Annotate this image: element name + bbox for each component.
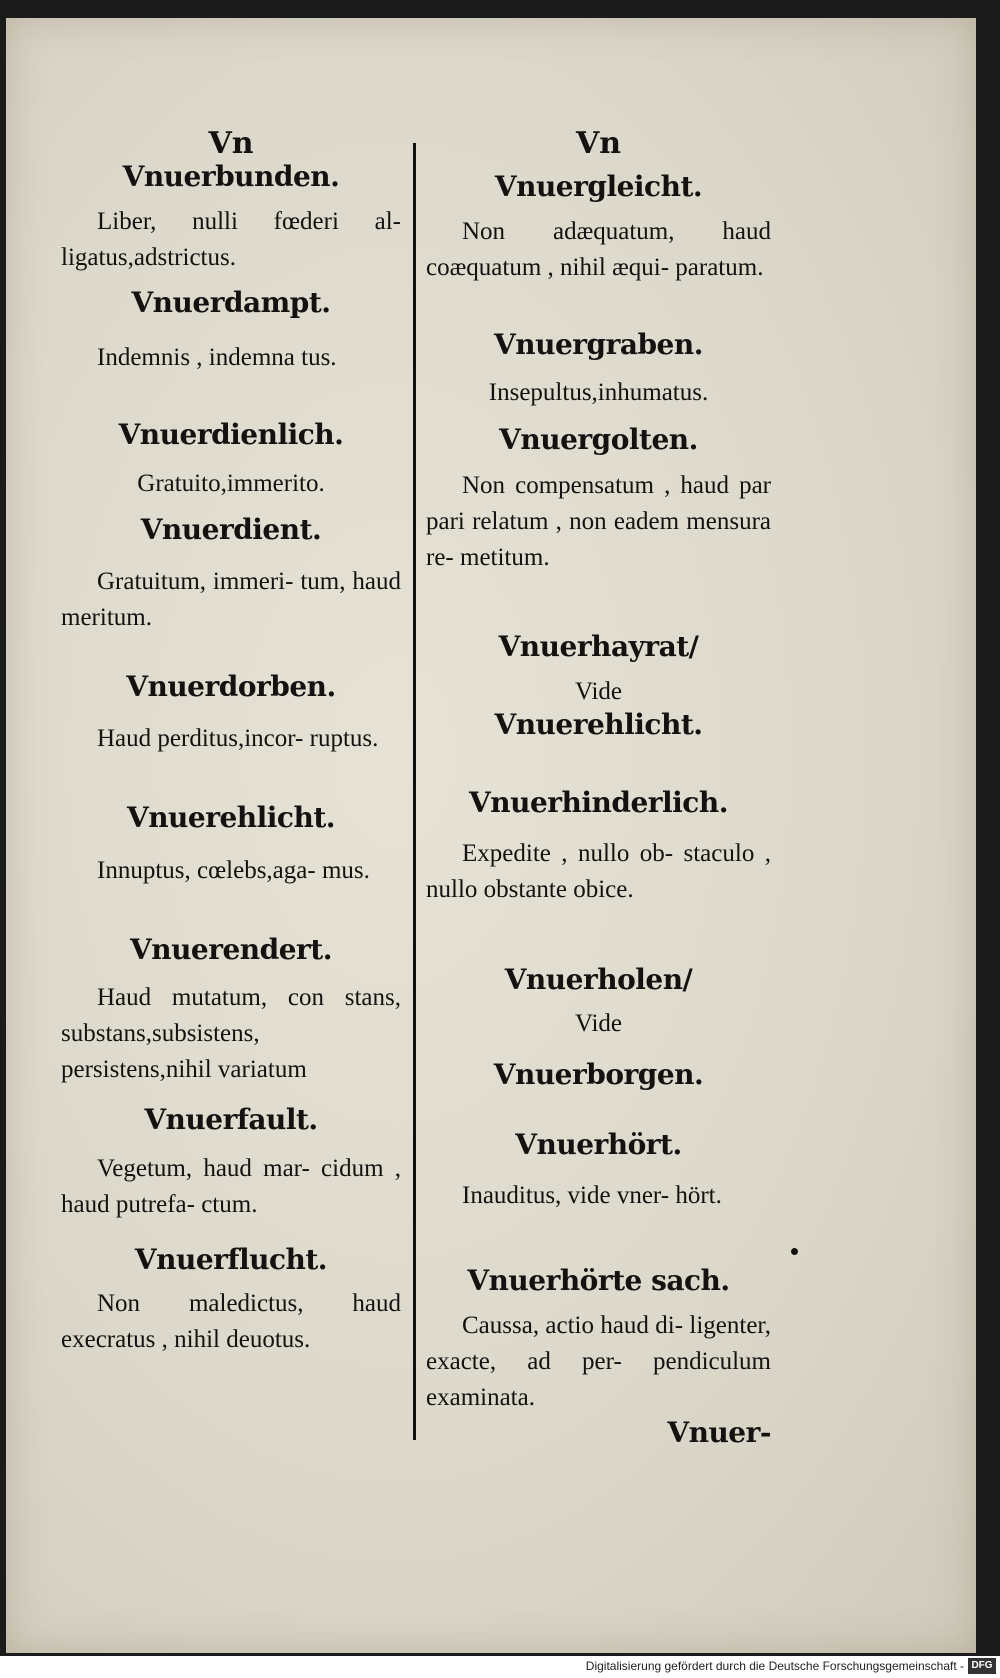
definition: Indemnis , indemna tus. <box>97 344 337 371</box>
headword: Vnuerdampt. <box>131 286 331 319</box>
headword: Vnuerfault. <box>144 1103 318 1136</box>
headword: Vnuerdorben. <box>126 670 336 703</box>
definition: Non maledictus, haud execratus , nihil deuotus. <box>61 1290 401 1353</box>
right-running-header: Vn <box>575 126 622 161</box>
digitization-footer <box>0 1656 1000 1678</box>
definition: Vegetum, haud mar- cidum , haud putrefa- ctum. <box>61 1155 401 1218</box>
headword: Vnuerbunden. <box>122 160 340 193</box>
definition: Haud mutatum, con stans, substans,subsistens, persistens,nihil variatum <box>61 984 401 1083</box>
cross-reference-vide: Vide <box>574 678 623 705</box>
book-page <box>6 18 976 1653</box>
headword: Vnuergolten. <box>499 423 698 456</box>
headword: Vnuergraben. <box>494 328 703 361</box>
cross-reference-vide: Vide <box>574 1010 623 1037</box>
definition: Liber, nulli fœderi al- ligatus,adstrictus. <box>61 208 401 271</box>
left-running-header: Vn <box>208 126 254 161</box>
footer-credit: Digitalisierung gefördert durch die Deutsche Forschungsgemeinschaft - <box>585 1659 964 1673</box>
headword: Vnuerhörte sach. <box>467 1264 730 1297</box>
headword: Vnuergleicht. <box>494 170 703 203</box>
ink-spot <box>791 1248 798 1255</box>
definition: Caussa, actio haud di- ligenter, exacte, ad per- pendiculum examinata. <box>426 1312 771 1411</box>
definition: Haud perditus,incor- ruptus. <box>97 725 379 752</box>
definition: Gratuitum, immeri- tum, haud meritum. <box>61 568 401 631</box>
headword: Vnuerflucht. <box>134 1243 328 1276</box>
definition: Non compensatum , haud par pari relatum , non eadem mensura re- metitum. <box>426 472 771 571</box>
definition: Inauditus, vide vner- hört. <box>462 1182 722 1209</box>
headword: Vnuerehlicht. <box>126 801 336 834</box>
cross-reference-headword: Vnuerehlicht. <box>494 708 703 741</box>
headword: Vnuerendert. <box>129 933 332 966</box>
headword: Vnuerhayrat/ <box>498 630 699 663</box>
definition: Insepultus,inhumatus. <box>488 379 709 406</box>
dfg-logo-icon: DFG <box>968 1658 996 1674</box>
cross-reference-headword: Vnuerborgen. <box>493 1058 704 1091</box>
column-rule <box>413 143 416 1440</box>
definition: Non adæquatum, haud coæquatum , nihil æqui- paratum. <box>426 218 771 281</box>
definition: Gratuito,immerito. <box>137 470 325 497</box>
catchword: Vnuer- <box>667 1416 771 1449</box>
headword: Vnuerhört. <box>515 1128 682 1161</box>
definition: Innuptus, cœlebs,aga- mus. <box>97 857 370 884</box>
headword: Vnuerholen/ <box>504 963 693 996</box>
headword: Vnuerhinderlich. <box>469 786 728 819</box>
headword: Vnuerdient. <box>140 513 322 546</box>
definition: Expedite , nullo ob- staculo , nullo obstante obice. <box>426 840 771 903</box>
headword: Vnuerdienlich. <box>118 418 344 451</box>
